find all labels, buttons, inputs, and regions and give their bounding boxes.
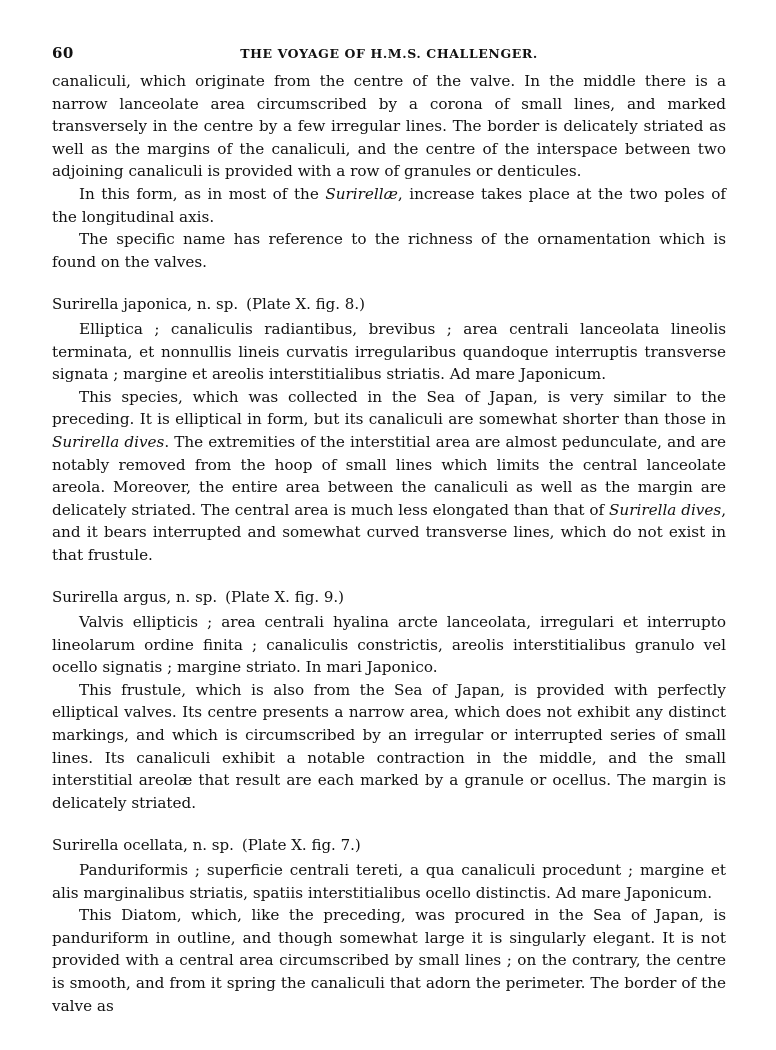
species-name: Surirella argus, n. sp. <box>52 588 218 607</box>
latin-diagnosis-japonica: Elliptica ; canaliculis radiantibus, brevibus ; area centrali lanceolata lineolis terminata, et nonnullis lineis curvatis irregularibus quandoque interruptis transverse signata ; margine et areolis interstitialibus striatis. Ad mare Japonicum. <box>52 319 726 384</box>
book-page <box>52 44 726 1017</box>
species-name: Surirella ocellata, n. sp. <box>52 836 234 855</box>
description-japonica: This species, which was collected in the Sea of Japan, is very similar to the preceding. It is elliptical in form, but its canaliculi are somewhat shorter than those in Surirella dives. The extremities of the interstitial area are almost pedunculate, and are notably removed from the hoop of small lines which limits the central lanceolate areola. Moreover, the entire area between the canaliculi as well as the margin are delicately striated. The central area is much less elongated than that of Surirella dives, and it bears interrupted and somewhat curved transverse lines, which do not exist in that frustule. <box>52 387 727 564</box>
page-number: 60 <box>52 44 74 62</box>
latin-diagnosis-ocellata: Panduriformis ; superficie centrali tereti, a qua canaliculi procedunt ; margine et alis marginalibus striatis, spatiis interstitialibus ocello distinctis. Ad mare Japonicum. <box>52 861 726 902</box>
genus-italic: Surirellæ <box>325 184 398 203</box>
intro-paragraph-2: In this form, as in most of the Surirellæ, increase takes place at the two poles of the longitudinal axis. <box>52 184 726 226</box>
species-heading-argus <box>52 586 726 609</box>
page-header <box>52 44 726 70</box>
plate-reference: (Plate X. fig. 7.) <box>241 836 361 855</box>
intro-paragraph-3: The specific name has reference to the richness of the ornamentation which is found on the valves. <box>52 230 726 271</box>
plate-reference: (Plate X. fig. 8.) <box>246 295 365 314</box>
body-text <box>52 70 726 1017</box>
latin-diagnosis-argus: Valvis ellipticis ; area centrali hyalina arcte lanceolata, irregulari et interrupto lineolarum ordine finita ; canaliculis constrictis, areolis interstitialibus granulo vel ocello signatis ; margine striato. In mari Japonico. <box>52 613 726 677</box>
running-title: THE VOYAGE OF H.M.S. CHALLENGER. <box>240 46 538 61</box>
species-name: Surirella japonica, n. sp. <box>52 295 239 314</box>
species-heading-ocellata <box>52 834 726 857</box>
description-ocellata: This Diatom, which, like the preceding, was procured in the Sea of Japan, is panduriform in outline, and though somewhat large it is singularly elegant. It is not provided with a central area circumscribed by small lines ; on the contrary, the centre is smooth, and from it spring the canaliculi that adorn the perimeter. The border of the valve as <box>52 906 726 1015</box>
intro-paragraph-1: canaliculi, which originate from the centre of the valve. In the middle there is a narrow lanceolate area circumscribed by a corona of small lines, and marked transversely in the centre by a few irregular lines. The border is delicately striated as well as the margins of the canaliculi, and the centre of the interspace between two adjoining canaliculi is provided with a row of granules or denticules. <box>52 72 726 181</box>
description-argus: This frustule, which is also from the Sea of Japan, is provided with perfectly elliptical valves. Its centre presents a narrow area, which does not exhibit any distinct markings, and which is circumscribed by an irregular or interrupted series of small lines. Its canaliculi exhibit a notable contraction in the middle, and the small interstitial areolæ that result are each marked by a granule or ocellus. The margin is delicately striated. <box>52 680 726 812</box>
plate-reference: (Plate X. fig. 9.) <box>225 588 345 607</box>
species-heading-japonica <box>52 293 726 316</box>
